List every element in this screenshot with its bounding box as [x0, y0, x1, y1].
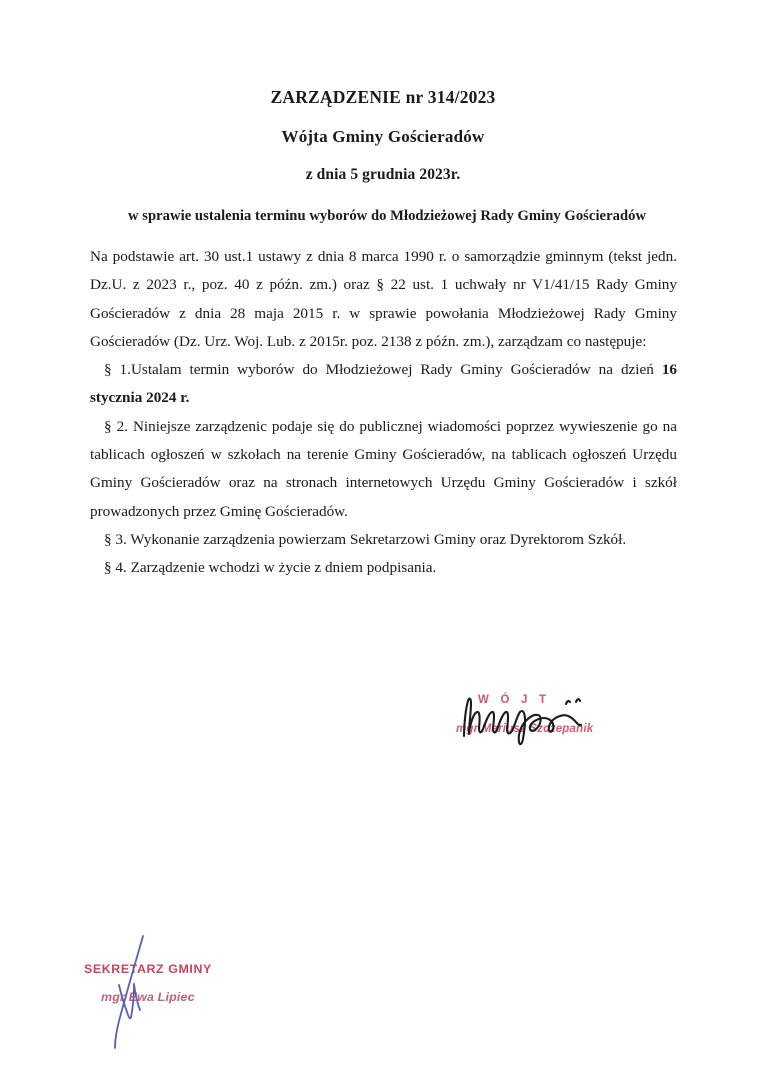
document-heading [90, 86, 676, 185]
document-body [90, 243, 677, 583]
document-date: z dnia 5 grudnia 2023r. [305, 165, 461, 183]
stamp-sekretarz [84, 962, 234, 1018]
paragraph-section-1-text: § 1.Ustalam termin wyborów do Młodzieżowej Rady Gminy Gościeradów na dzień [104, 361, 662, 379]
stamp-wojt-name: mgr Mariusz Szczepanik [456, 723, 594, 735]
document-subtitle: Wójta Gminy Gościeradów [281, 126, 485, 146]
stamp-wojt-title: W Ó J T [478, 694, 551, 706]
paragraph-section-3-text: § 3. Wykonanie zarządzenia powierzam Sekretarzowi Gminy oraz Dyrektorom Szkół. [104, 530, 627, 548]
document-subject: w sprawie ustalenia terminu wyborów do Młodzieżowej Rady Gminy Gościeradów [127, 208, 647, 224]
stamp-wojt [452, 694, 592, 748]
paragraph-section-2-text: § 2. Niniejsze zarządzenic podaje się do publicznej wiadomości poprzez wywieszenie go na tablicach ogłoszeń w szkołach na terenie Gminy Gościeradów, na tablicach ogłoszeń Urzędu Gminy Gościeradów oraz na stronach internetowych Urzędu Gminy Gościeradów i szkół prowadzonych przez Gminę Gościeradów. [90, 417, 677, 520]
paragraph-section-2 [90, 413, 677, 526]
page-title: ZARZĄDZENIE nr 314/2023 [270, 87, 496, 107]
paragraph-section-4-text: § 4. Zarządzenie wchodzi w życie z dniem podpisania. [104, 559, 437, 577]
paragraph-preamble: Na podstawie art. 30 ust.1 ustawy z dnia 8 marca 1990 r. o samorządzie gminnym (tekst jedn. Dz.U. z 2023 r., poz. 40 z późn. zm.) oraz § 22 ust. 1 uchwały nr V1/41/15 Rady Gminy Gościeradów z dnia 28 maja 2015 r. w sprawie powołania Młodzieżowej Rady Gminy Gościeradów (Dz. Urz. Woj. Lub. z 2015r. poz. 2138 z późn. zm.), zarządzam co następuje: [90, 248, 677, 350]
paragraph-section-4 [90, 554, 677, 582]
stamp-sekretarz-title: SEKRETARZ GMINY [84, 962, 212, 976]
stamp-sekretarz-name: mgr Ewa Lipiec [101, 990, 195, 1004]
election-date-bold: 16 stycznia 2024 r. [90, 361, 677, 407]
paragraph-section-3 [90, 526, 677, 554]
paragraph-section-1 [90, 356, 677, 413]
